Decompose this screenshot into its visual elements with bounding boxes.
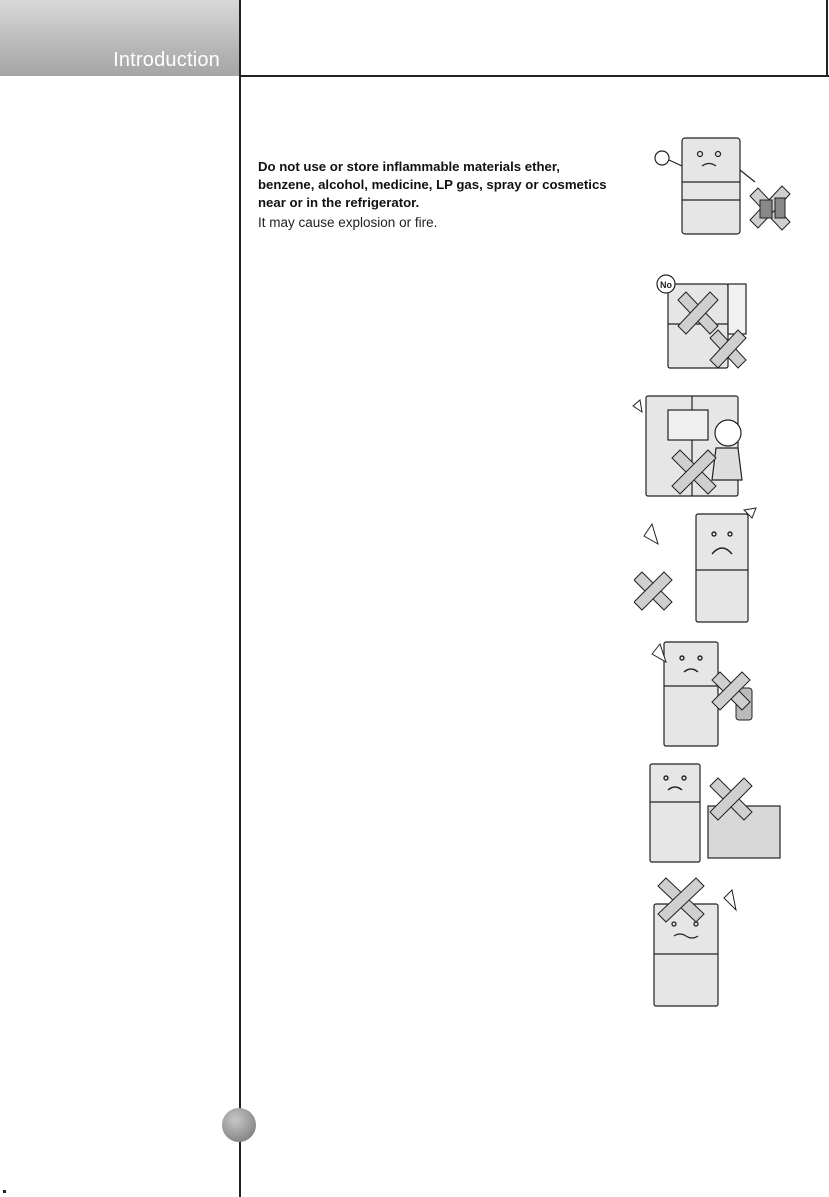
corner-mark bbox=[3, 1190, 6, 1193]
page-number-dot bbox=[222, 1108, 256, 1142]
fridge-heater-illustration bbox=[636, 756, 786, 864]
margin-divider bbox=[239, 0, 241, 1197]
header-right-edge bbox=[826, 0, 828, 76]
warning-consequence-text: It may cause explosion or fire. bbox=[258, 215, 438, 230]
fridge-flammable-illustration bbox=[640, 130, 805, 245]
page-title: Introduction bbox=[113, 49, 220, 71]
warning-block bbox=[258, 158, 618, 232]
header-tab bbox=[0, 0, 240, 76]
no-sign-label: No bbox=[660, 280, 672, 290]
fridge-open-door-illustration bbox=[648, 262, 758, 374]
fridge-child-illustration bbox=[628, 388, 758, 506]
header-divider bbox=[240, 75, 829, 77]
warning-bold-text: Do not use or store inflammable materials ether, benzene, alcohol, medicine, LP gas, spray or cosmetics near or in the refrigerator. bbox=[258, 159, 607, 210]
fridge-sad-illustration bbox=[634, 506, 764, 624]
fridge-spray-illustration bbox=[640, 636, 780, 748]
fridge-top-object-illustration bbox=[636, 874, 746, 1008]
